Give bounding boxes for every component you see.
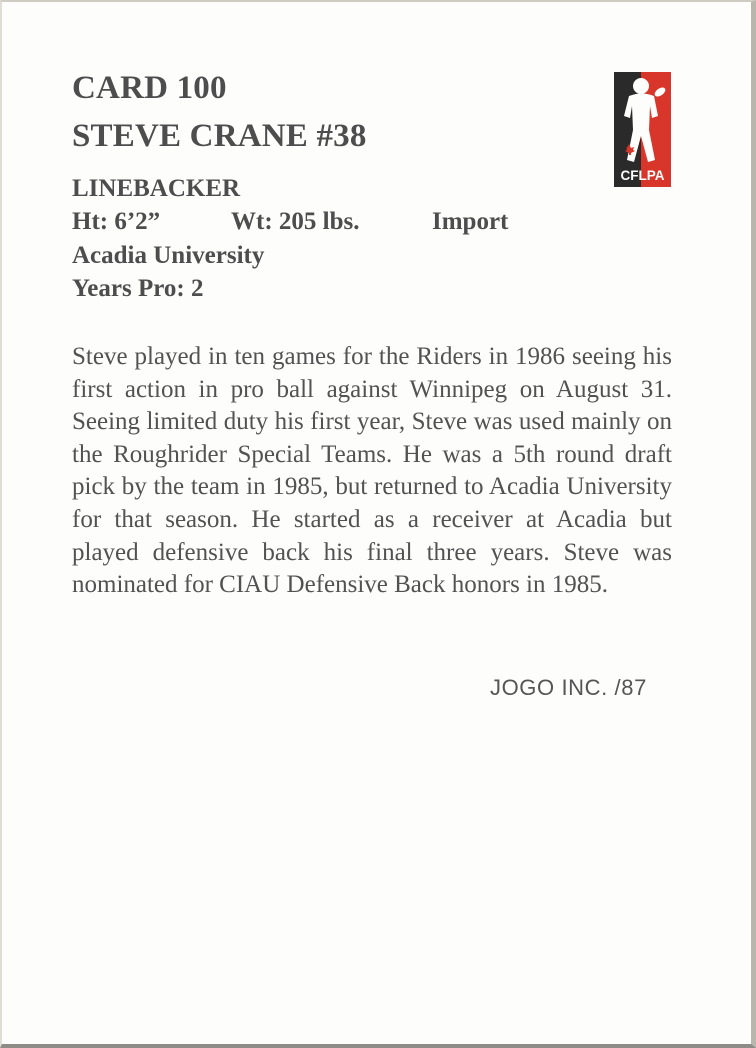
player-stats	[72, 208, 572, 240]
card-number: CARD 100	[72, 70, 227, 106]
height-stat: Ht: 6’2”	[72, 208, 161, 235]
player-position: LINEBACKER	[72, 175, 241, 202]
years-pro: Years Pro: 2	[72, 275, 204, 302]
player-biography: Steve played in ten games for the Riders in 1986 seeing his first action in pro ball against Winnipeg on August 31. Seeing limited duty his first year, Steve was used mainly on the Roughrider Special Teams. He was a 5th round draft pick by the team in 1985, but returned to Acadia University for that season. He started as a receiver at Acadia but played defensive back his final three years. Steve was nominated for CIAU Defensive Back honors in 1985.	[72, 343, 672, 599]
copyright-notice: JOGO INC. /87	[490, 675, 647, 700]
football-player-silhouette-icon	[614, 72, 671, 187]
import-status: Import	[432, 208, 509, 235]
player-name: STEVE CRANE #38	[72, 118, 367, 154]
logo-text: CFLPA	[620, 168, 665, 183]
cflpa-logo	[614, 72, 671, 187]
weight-stat: Wt: 205 lbs.	[231, 208, 360, 235]
player-school: Acadia University	[72, 242, 265, 269]
